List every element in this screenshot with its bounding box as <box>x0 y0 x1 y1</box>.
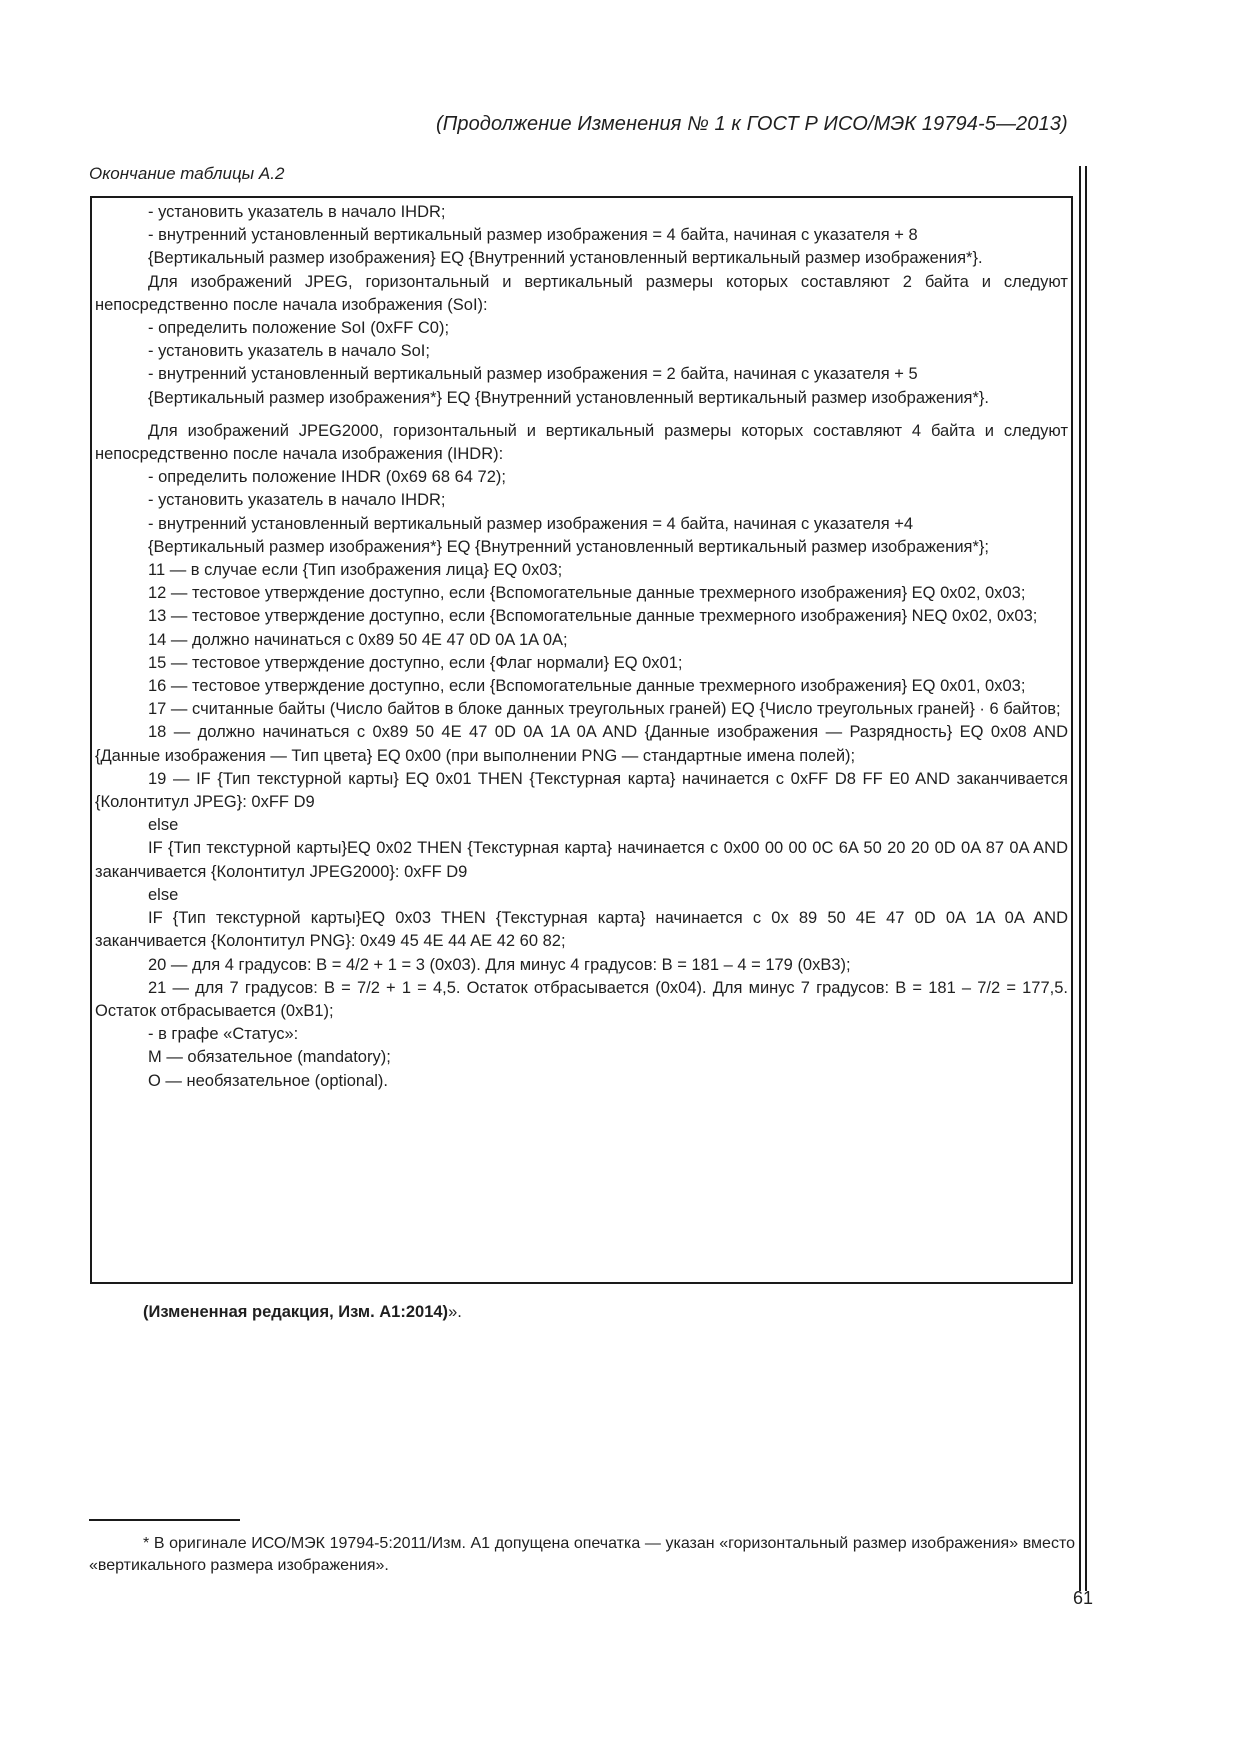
table-line: - определить положение SoI (0xFF C0); <box>148 319 450 338</box>
table-line: {Вертикальный размер изображения*} EQ {Внутренний установленный вертикальный размер изображения*}. <box>148 388 989 407</box>
table-line: - в графе «Статус»: <box>148 1025 299 1044</box>
running-header: (Продолжение Изменения № 1 к ГОСТ Р ИСО/МЭК 19794-5—2013) <box>436 113 1068 135</box>
footnote-separator <box>89 1519 240 1521</box>
table-line: 16 — тестовое утверждение доступно, если {Вспомогательные данные трехмерного изображения} EQ 0x01, 0x03; <box>148 677 1026 696</box>
table-line: - внутренний установленный вертикальный размер изображения = 2 байта, начиная с указателя + 5 <box>148 365 918 384</box>
table-line: 18 — должно начинаться с 0x89 50 4E 47 0D 0A 1A 0A AND {Данные изображения — Разрядность} EQ 0x08 AND {Данные изображения — Тип цвета} EQ 0x00 (при выполнении PNG — стандартные имена полей); <box>95 723 1068 765</box>
table-line: IF {Тип текстурной карты}EQ 0x02 THEN {Текстурная карта} начинается с 0x00 00 00 0C 6A 50 20 20 0D 0A 87 0A AND заканчивается {Колонтитул JPEG2000}: 0xFF D9 <box>95 839 1068 881</box>
table-line: 17 — считанные байты (Число байтов в блоке данных треугольных граней) EQ {Число треугольных граней} · 6 байтов; <box>148 700 1061 719</box>
table-line: - определить положение IHDR (0x69 68 64 72); <box>148 468 506 487</box>
change-bar-left <box>1079 166 1081 1591</box>
amendment-note <box>143 1303 462 1322</box>
table-line: {Вертикальный размер изображения*} EQ {Внутренний установленный вертикальный размер изображения*}; <box>148 537 989 556</box>
page-number: 61 <box>1073 1588 1094 1608</box>
table-line: IF {Тип текстурной карты}EQ 0x03 THEN {Текстурная карта} начинается с 0x 89 50 4E 47 0D 0A 1A 0A AND заканчивается {Колонтитул PNG}: 0x49 45 4E 44 AE 42 60 82; <box>95 909 1068 951</box>
table-line: 20 — для 4 градусов: B = 4/2 + 1 = 3 (0x03). Для минус 4 градусов: B = 181 – 4 = 179 (0xB3); <box>148 955 851 974</box>
table-line: Для изображений JPEG2000, горизонтальный и вертикальный размеры которых составляют 4 байта и следуют непосредственно после начала изображения (IHDR): <box>95 421 1068 464</box>
table-line: - внутренний установленный вертикальный размер изображения = 4 байта, начиная с указателя +4 <box>148 514 914 533</box>
table-line: M — обязательное (mandatory); <box>148 1048 391 1067</box>
table-line: 15 — тестовое утверждение доступно, если {Флаг нормали} EQ 0x01; <box>148 653 683 672</box>
table-caption: Окончание таблицы А.2 <box>89 164 285 183</box>
table-line: else <box>148 816 179 835</box>
table-line: 12 — тестовое утверждение доступно, если {Вспомогательные данные трехмерного изображения} EQ 0x02, 0x03; <box>148 584 1026 603</box>
table-line: O — необязательное (optional). <box>148 1071 389 1090</box>
table-line: - внутренний установленный вертикальный размер изображения = 4 байта, начиная с указателя + 8 <box>148 226 918 245</box>
table-line: 21 — для 7 градусов: B = 7/2 + 1 = 4,5. Остаток отбрасывается (0x04). Для минус 7 градусов: B = 181 – 7/2 = 177,5. Остаток отбрасывается (0xB1); <box>95 978 1068 1020</box>
table-line: {Вертикальный размер изображения} EQ {Внутренний установленный вертикальный размер изображения*}. <box>148 249 983 268</box>
table-line: 19 — IF {Тип текстурной карты} EQ 0x01 THEN {Текстурная карта} начинается с 0xFF D8 FF E0 AND заканчивается {Колонтитул JPEG}: 0xFF D9 <box>95 769 1068 812</box>
table-line: 11 — в случае если {Тип изображения лица} EQ 0x03; <box>148 561 563 580</box>
table-line: Для изображений JPEG, горизонтальный и вертикальный размеры которых составляют 2 байта и следуют непосредственно после начала изображения (SoI): <box>95 272 1068 314</box>
change-bar-right <box>1085 166 1087 1591</box>
table-line: 13 — тестовое утверждение доступно, если {Вспомогательные данные трехмерного изображения} NEQ 0x02, 0x03; <box>148 607 1038 626</box>
amendment-label: (Измененная редакция, Изм. А1:2014) <box>143 1303 449 1321</box>
table-line: - установить указатель в начало SoI; <box>148 342 430 361</box>
table-line: - установить указатель в начало IHDR; <box>148 491 446 510</box>
amendment-tail: ». <box>448 1303 462 1321</box>
table-body <box>95 201 1068 1093</box>
table-line: 14 — должно начинаться с 0x89 50 4E 47 0D 0A 1A 0A; <box>148 630 568 649</box>
table-line: - установить указатель в начало IHDR; <box>148 203 446 221</box>
table-line: else <box>148 885 179 904</box>
footnote: * В оригинале ИСО/МЭК 19794-5:2011/Изм. А1 допущена опечатка — указан «горизонтальный размер изображения» вместо «вертикального размера изображения». <box>89 1535 1075 1574</box>
